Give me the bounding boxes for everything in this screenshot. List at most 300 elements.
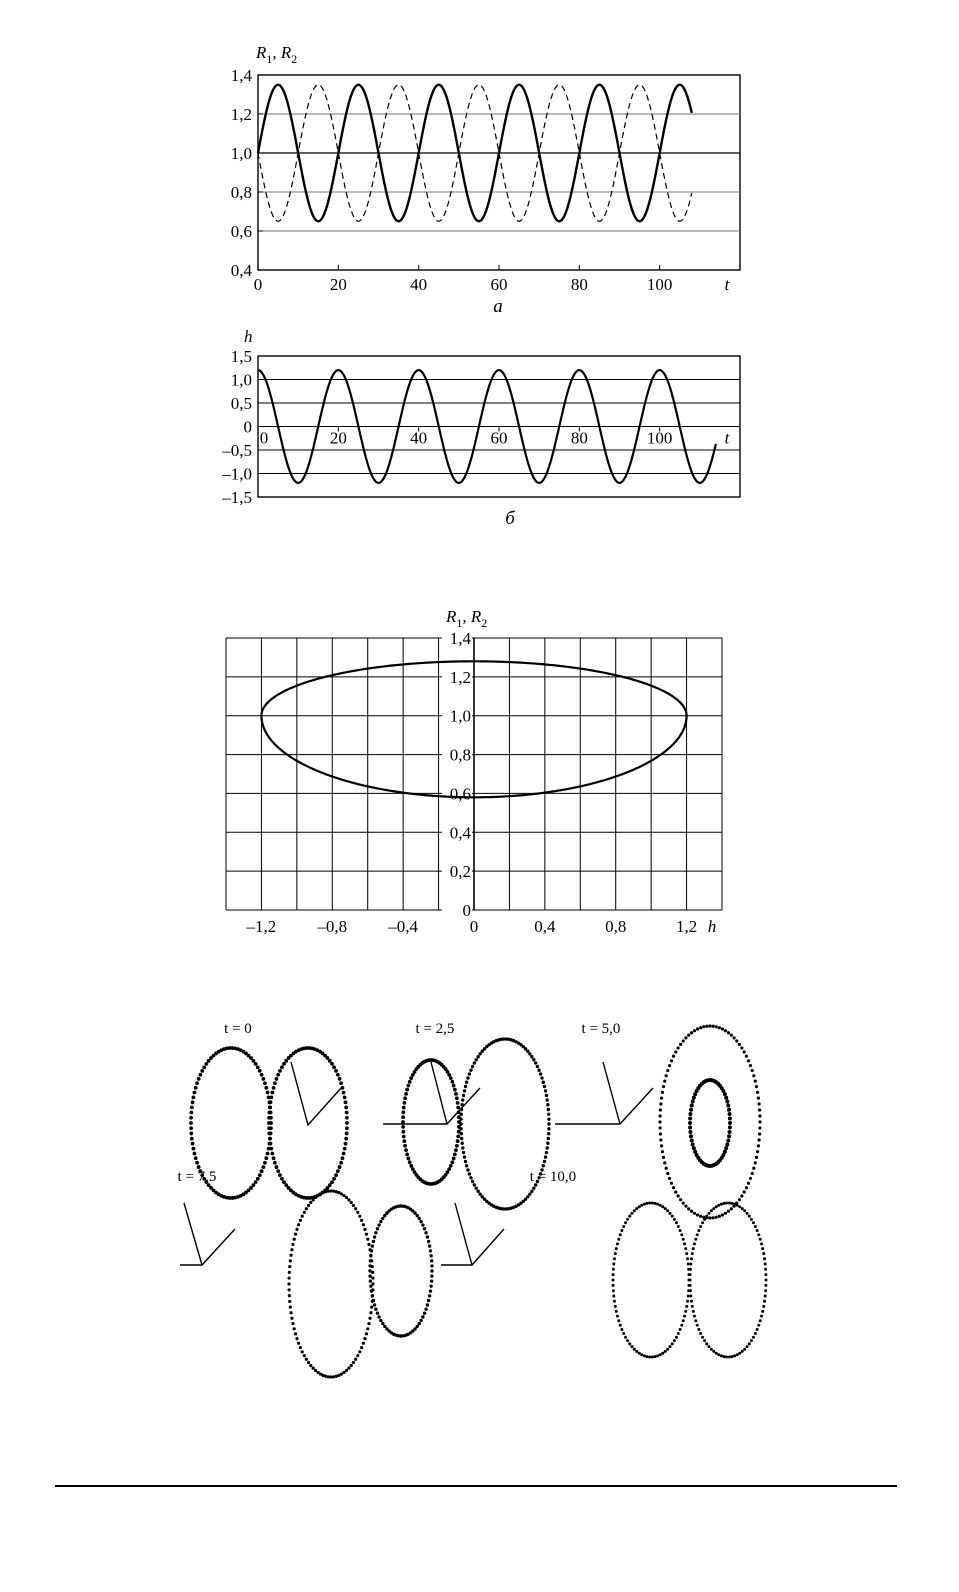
dot [747,1182,750,1185]
dot [426,1303,429,1306]
dot [615,1310,618,1313]
dot [299,1346,302,1349]
dot [712,1350,715,1353]
dot [757,1324,760,1327]
dot [765,1279,768,1282]
dot [426,1235,429,1238]
dot [303,1211,306,1214]
dot [370,1306,373,1309]
dot [197,1077,201,1081]
dot [295,1337,298,1340]
dot [419,1319,422,1322]
dot [189,1121,193,1125]
dot [481,1195,484,1198]
dot [266,1152,270,1156]
dot [465,1164,468,1167]
dot [692,1247,695,1250]
dot [544,1155,547,1158]
dot [646,1202,649,1205]
dot [726,1138,730,1142]
dot [669,1345,672,1348]
dot [690,1138,694,1142]
snapshot-t2-5-ellipse-inner [401,1058,461,1186]
dot [542,1164,545,1167]
dot [613,1257,616,1260]
dot [616,1242,619,1245]
dot [661,1352,664,1355]
dot [764,1262,767,1265]
dot [694,1319,697,1322]
dot [675,1221,678,1224]
dot [468,1172,471,1175]
dot [455,1144,459,1148]
dot [289,1254,292,1257]
dot [758,1138,761,1141]
dot [728,1125,732,1129]
dot [416,1214,419,1217]
dot [646,1355,649,1358]
dot [682,1238,685,1241]
dot [612,1289,615,1292]
dot [369,1259,372,1262]
dot [757,1144,760,1147]
snapshot-t10-0-ellipse-right [689,1202,768,1359]
dot [615,1247,618,1250]
dot [368,1274,371,1277]
dot [430,1279,433,1282]
dot [690,1210,693,1213]
dot [724,1096,728,1100]
dot [718,1215,721,1218]
dot [299,1219,302,1222]
dot [297,1223,300,1226]
dot [460,1137,463,1140]
dot [754,1161,757,1164]
dot [547,1127,550,1130]
dot [712,1025,715,1028]
dot [666,1172,669,1175]
dot [659,1108,662,1111]
dot [724,1029,727,1032]
dot [670,1059,673,1062]
dot [294,1332,297,1335]
dot [619,1233,622,1236]
dot [273,1161,277,1165]
snapshot-label-t0: t = 0 [224,1021,252,1037]
dot [710,1209,713,1212]
dot [666,1069,669,1072]
dot [759,1319,762,1322]
dot [189,1111,193,1115]
dot [352,1361,355,1364]
dot [258,1173,262,1177]
dot [344,1106,348,1110]
dot [474,1058,477,1061]
dot [691,1252,694,1255]
dot [345,1132,349,1136]
dot [660,1097,663,1100]
dot [342,1152,346,1156]
dot [450,1080,454,1084]
panel-c-xtick-label: 0,8 [605,917,627,936]
dot [736,1353,739,1356]
dot [693,1029,696,1032]
dot [276,1169,280,1173]
dot [717,1204,720,1207]
dot [456,1135,460,1139]
dot [738,1352,741,1355]
dot [754,1080,757,1083]
dot [762,1252,765,1255]
dot [717,1353,720,1356]
dot [371,1244,374,1247]
dot [756,1328,759,1331]
dot [643,1203,646,1206]
dot [635,1350,638,1353]
dot [643,1354,646,1357]
dot [191,1100,195,1104]
dot [460,1142,463,1145]
dot [682,1319,685,1322]
dot [755,1156,758,1159]
dot [624,1221,627,1224]
dot [741,1350,744,1353]
dot [269,1147,273,1151]
dot [659,1138,662,1141]
dot [651,1202,654,1205]
panel-a-ytick-label: 1,4 [230,66,252,85]
dot [267,1116,271,1120]
panel-b-xlabel: t [724,428,730,448]
dot [659,1114,662,1117]
dot [690,1104,694,1108]
dot [358,1350,361,1353]
dot [724,1146,728,1150]
dot [661,1091,664,1094]
dot [463,1155,466,1158]
dot [287,1282,290,1285]
dot [192,1147,196,1151]
dot [662,1085,665,1088]
dot [668,1177,671,1180]
dot [289,1259,292,1262]
dot [617,1238,620,1241]
dot [762,1305,765,1308]
dot [693,1315,696,1318]
dot [761,1247,764,1250]
snapshot-t7-5-axes-c [441,1229,504,1265]
dot [686,1300,689,1303]
snapshot-label-t5-0: t = 5,0 [581,1021,621,1037]
dot [334,1069,338,1073]
dot [267,1132,271,1136]
dot [189,1132,193,1136]
dot [730,1202,733,1205]
dot [309,1201,312,1204]
dot [658,1120,661,1123]
dot [280,1065,284,1069]
dot [750,1339,753,1342]
dot [260,1073,264,1077]
dot [429,1254,432,1257]
dot [663,1161,666,1164]
dot [267,1111,271,1115]
dot [362,1223,365,1226]
dot [193,1152,197,1156]
dot [278,1069,282,1073]
panel-a-xtick-label: 80 [570,275,588,294]
dot [456,1106,460,1110]
dot [474,1187,477,1190]
dot [312,1367,315,1370]
snapshots [178,1021,768,1379]
dot [663,1080,666,1083]
dot [754,1225,757,1228]
dot [543,1085,546,1088]
snapshot-label-t2-5: t = 2,5 [415,1021,455,1037]
dot [194,1156,198,1160]
dot [468,1072,471,1075]
dot [677,1225,680,1228]
dot [288,1265,291,1268]
dot [545,1094,548,1097]
dot [710,1348,713,1351]
panel-a-xlabel: t [724,275,730,294]
dot [701,1221,704,1224]
dot [270,1091,274,1095]
panel-b-ytick-label: –0,5 [222,441,252,460]
dot [343,1095,347,1099]
dot [421,1223,424,1226]
dot [305,1207,308,1210]
panel-b-xtick-label: 60 [490,428,508,448]
dot [261,1077,265,1081]
dot [376,1227,379,1230]
dot [401,1115,405,1119]
dot [345,1196,348,1199]
dot [666,1348,669,1351]
dot [699,1026,702,1029]
panel-c-ylabel: $R_1$, $R_2$ [446,607,488,630]
dot [372,1299,375,1302]
dot [195,1161,199,1165]
dot [659,1132,662,1135]
dot [743,1209,746,1212]
dot [728,1202,731,1205]
dot [464,1085,467,1088]
dot [376,1312,379,1315]
dot [723,1092,727,1096]
dot [703,1339,706,1342]
panel-a-ytick-label: 0,6 [230,222,252,241]
panel-a-caption: а [493,296,503,317]
dot [689,1279,692,1282]
dot [367,1243,370,1246]
dot [674,1050,677,1053]
dot [758,1132,761,1135]
dot [339,1161,343,1165]
dot [275,1165,279,1169]
dot [748,1342,751,1345]
dot [401,1125,405,1129]
dot [688,1125,692,1129]
dot [291,1322,294,1325]
dot [372,1240,375,1243]
dot [747,1059,750,1062]
dot [204,1062,208,1066]
dot [689,1284,692,1287]
dot [690,1031,693,1034]
dot [614,1305,617,1308]
dot [368,1264,371,1267]
dot [746,1345,749,1348]
dot [702,1025,705,1028]
dot [743,1348,746,1351]
panel-b-ytick-label: 1,0 [230,370,252,390]
dot [466,1168,469,1171]
dot [672,1055,675,1058]
dot [269,1095,273,1099]
dot [653,1202,656,1205]
dot [673,1339,676,1342]
dot [699,1215,702,1218]
dot [447,1073,451,1077]
dot [684,1310,687,1313]
dot [356,1211,359,1214]
dot [371,1294,374,1297]
panel-b-ytick-label: 0,5 [230,394,252,413]
dot [542,1081,545,1084]
dot [656,1354,659,1357]
panel-c-ytick-label: 1,4 [449,629,471,648]
dot [720,1354,723,1357]
dot [261,1165,265,1169]
panel-c-xtick-label: –0,8 [317,917,348,936]
dot [673,1218,676,1221]
dot [347,1367,350,1370]
dot [307,1204,310,1207]
dot [763,1300,766,1303]
dot [532,1187,535,1190]
dot [696,1027,699,1030]
dot [344,1142,348,1146]
snapshot-t5-0-ellipse-outer [658,1024,761,1219]
dot [764,1284,767,1287]
dot [689,1268,692,1271]
dot [728,1130,732,1134]
dot [469,1068,472,1071]
snapshot-t5-0-axes-a [555,1088,653,1124]
dot [728,1112,732,1116]
dot [684,1036,687,1039]
dot [757,1097,760,1100]
dot [746,1212,749,1215]
dot [421,1315,424,1318]
dot [666,1209,669,1212]
dot [370,1249,373,1252]
dot [619,1324,622,1327]
dot [454,1148,458,1152]
dot [190,1137,194,1141]
dot [612,1295,615,1298]
panel-c-ytick-label: 0,4 [449,823,471,843]
snapshot-t7-5-ellipse-left [287,1189,374,1378]
dot [761,1310,764,1313]
dot [620,1328,623,1331]
dot [685,1305,688,1308]
dot [374,1231,377,1234]
dot [293,1238,296,1241]
dot [699,1332,702,1335]
dot [278,1173,282,1177]
dot [365,1233,368,1236]
dot [735,1039,738,1042]
dot [687,1034,690,1037]
dot [200,1069,204,1073]
dot [697,1328,700,1331]
dot [691,1305,694,1308]
dot [732,1036,735,1039]
dot [268,1106,272,1110]
dot [659,1126,662,1129]
dot [715,1025,718,1028]
dot [612,1284,615,1287]
dot [696,1233,699,1236]
dot [418,1217,421,1220]
dot [614,1252,617,1255]
panel-c-ytick-label: 1,2 [449,667,471,687]
dot [269,1100,273,1104]
dot [341,1156,345,1160]
dot [660,1144,663,1147]
dot [733,1354,736,1357]
dot [626,1218,629,1221]
dot [532,1058,535,1061]
dot [689,1273,692,1276]
dot [272,1086,276,1090]
dot [360,1346,363,1349]
dot [665,1167,668,1170]
dot [612,1279,615,1282]
dot [401,1110,405,1114]
dot [260,1169,264,1173]
dot [664,1350,667,1353]
snapshot-t10-0-ellipse-left [612,1202,691,1359]
dot [745,1055,748,1058]
dot [752,1167,755,1170]
dot [736,1204,739,1207]
dot [745,1186,748,1189]
dot [758,1126,761,1129]
dot [677,1194,680,1197]
panel-a-ylabel: $R_1$, $R_2$ [256,43,298,66]
dot [547,1122,550,1125]
dot [263,1081,267,1085]
panel-c-ytick-label: 1,0 [449,706,471,726]
dot [750,1218,753,1221]
dot [367,1322,370,1325]
dot [427,1299,430,1302]
dot [291,1243,294,1246]
dot [461,1146,464,1149]
dot [305,1358,308,1361]
dot [688,1130,692,1134]
dot [683,1315,686,1318]
dot [752,1074,755,1077]
dot [377,1315,380,1318]
dot [295,1228,298,1231]
panel-c-ytick-label: 0,8 [449,745,471,765]
